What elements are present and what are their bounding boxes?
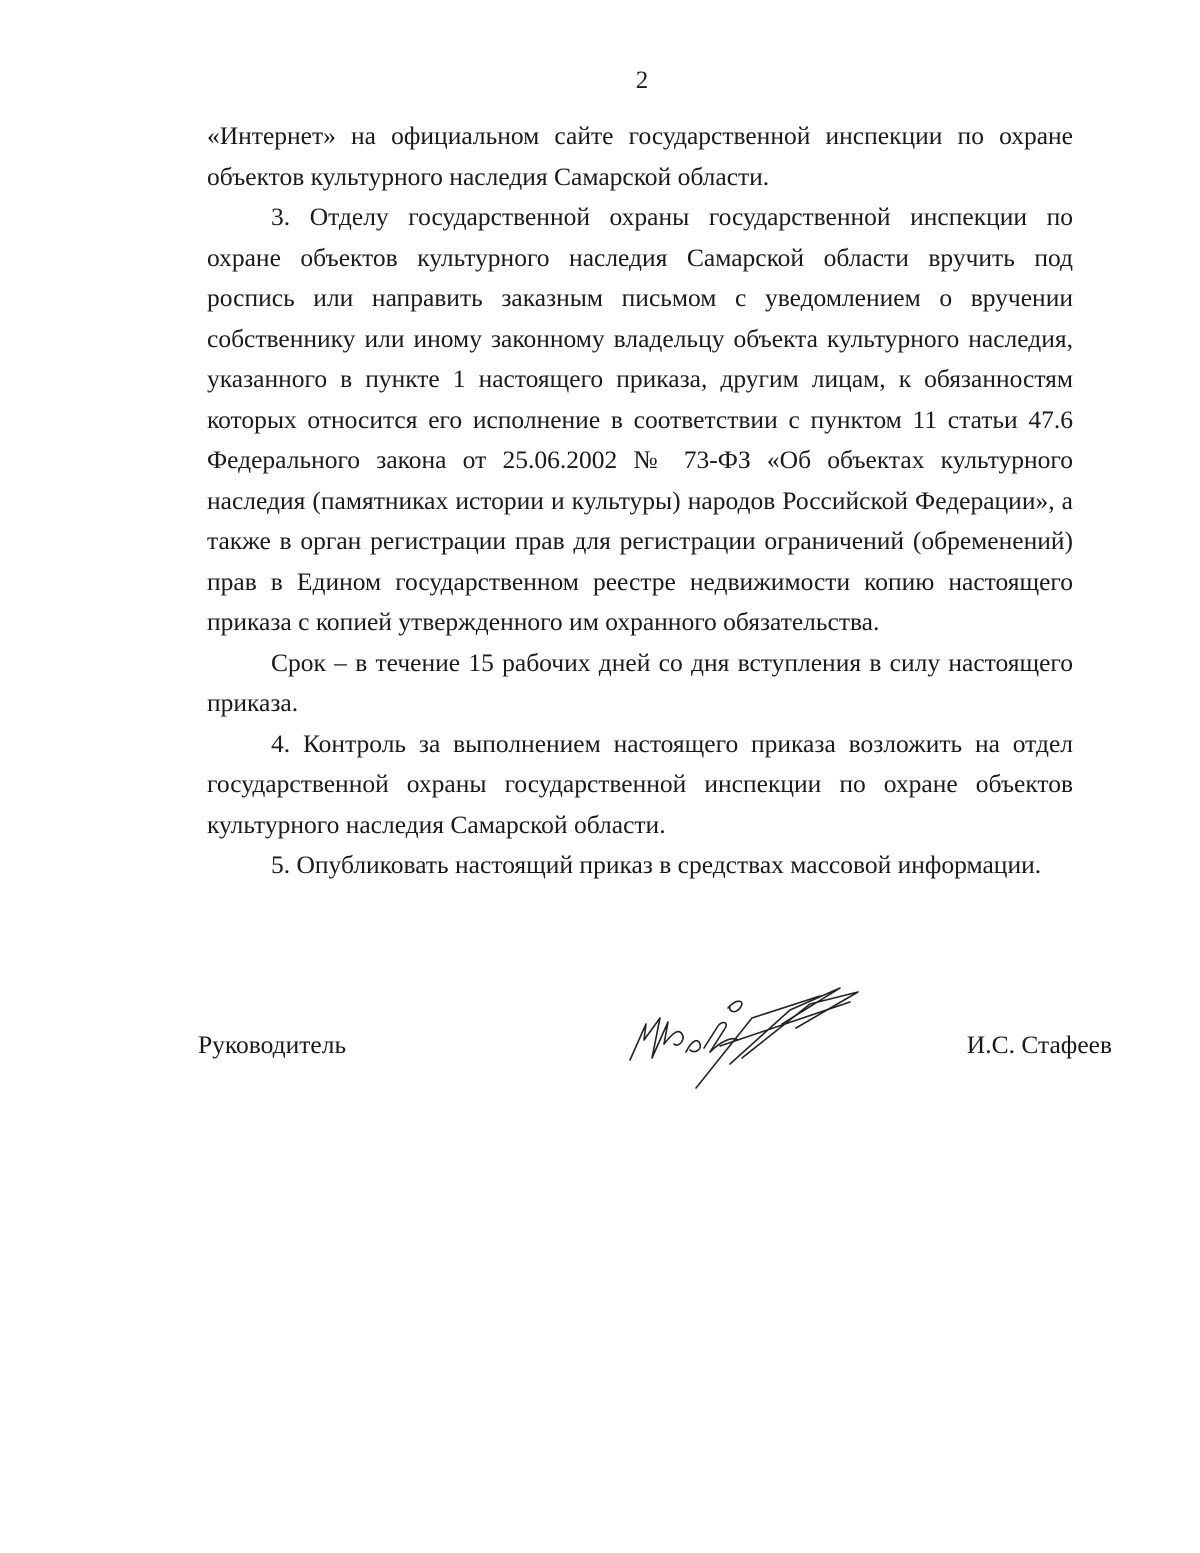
signatory-name: И.С. Стафеев	[966, 1030, 1112, 1059]
paragraph-deadline: Срок – в течение 15 рабочих дней со дня вступления в силу настоящего приказа.	[207, 647, 1073, 717]
page-number: 2	[635, 67, 649, 94]
document-body	[207, 116, 1073, 886]
paragraph-item-5: 5. Опубликовать настоящий приказ в средствах массовой информации.	[271, 850, 1042, 879]
paragraph-intro: «Интернет» на официальном сайте государственной инспекции по охране объектов культурного наследия Самарской области.	[207, 121, 1073, 191]
paragraph-item-4: 4. Контроль за выполнением настоящего приказа возложить на отдел государственной охраны государственной инспекции по охране объектов культурного наследия Самарской области.	[207, 728, 1073, 839]
signatory-position: Руководитель	[198, 1030, 347, 1059]
signature-block	[198, 1028, 1112, 1068]
paragraph-item-3: 3. Отделу государственной охраны государственной инспекции по охране объектов культурного наследия Самарской области вручить под роспись или направить заказным письмом с уведомлением о вручении собственнику или иному законному владельцу объекта культурного наследия, указанного в пункте 1 настоящего приказа, другим лицам, к обязанностям которых относится его исполнение в соответствии с пунктом 11 статьи 47.6 Федерального закона от 25.06.2002 № 73-ФЗ «Об объектах культурного наследия (памятниках истории и культуры) народов Российской Федерации», а также в орган регистрации прав для регистрации ограничений (обременений) прав в Едином государственном реестре недвижимости копию настоящего приказа с копией утвержденного им охранного обязательства.	[207, 202, 1073, 636]
